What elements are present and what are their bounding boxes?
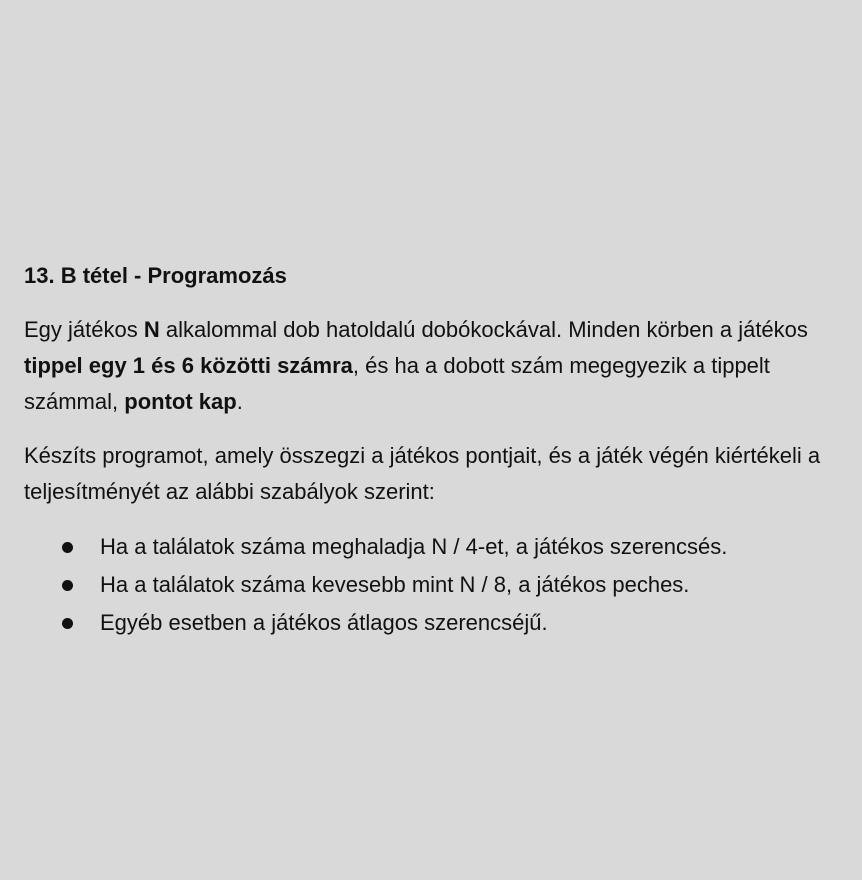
task-title: 13. B tétel - Programozás (24, 263, 287, 288)
rule-text: Ha a találatok száma kevesebb mint N / 8, a játékos peches. (100, 572, 690, 597)
bullet-icon (62, 618, 73, 629)
bullet-icon (62, 580, 73, 591)
bold-segment-n: N (143, 317, 160, 342)
bullet-icon (62, 542, 73, 553)
rule-text: Egyéb esetben a játékos átlagos szerencséjű. (100, 610, 548, 635)
task-description-paragraph (24, 312, 844, 420)
text-segment: alkalommal dob hatoldalú dobókockával. Minden körben a játékos (159, 317, 808, 342)
text-segment: . (236, 389, 243, 414)
list-item (24, 528, 844, 566)
bold-segment-guess: tippel egy 1 és 6 közötti számra (24, 353, 353, 378)
bold-segment-point: pontot kap (124, 389, 237, 414)
rule-text: Ha a találatok száma meghaladja N / 4-et, a játékos szerencsés. (100, 534, 728, 559)
text-segment: Egy játékos (24, 317, 144, 342)
rules-list (24, 528, 844, 642)
document-body (24, 258, 844, 642)
list-item (24, 566, 844, 604)
task-instruction-paragraph: Készíts programot, amely összegzi a játékos pontjait, és a játék végén kiértékeli a teljesítményét az alábbi szabályok szerint: (24, 443, 821, 504)
text-segment: , és ha a dobott szám megegyezik a tippelt számmal, (24, 353, 770, 414)
list-item (24, 604, 844, 642)
